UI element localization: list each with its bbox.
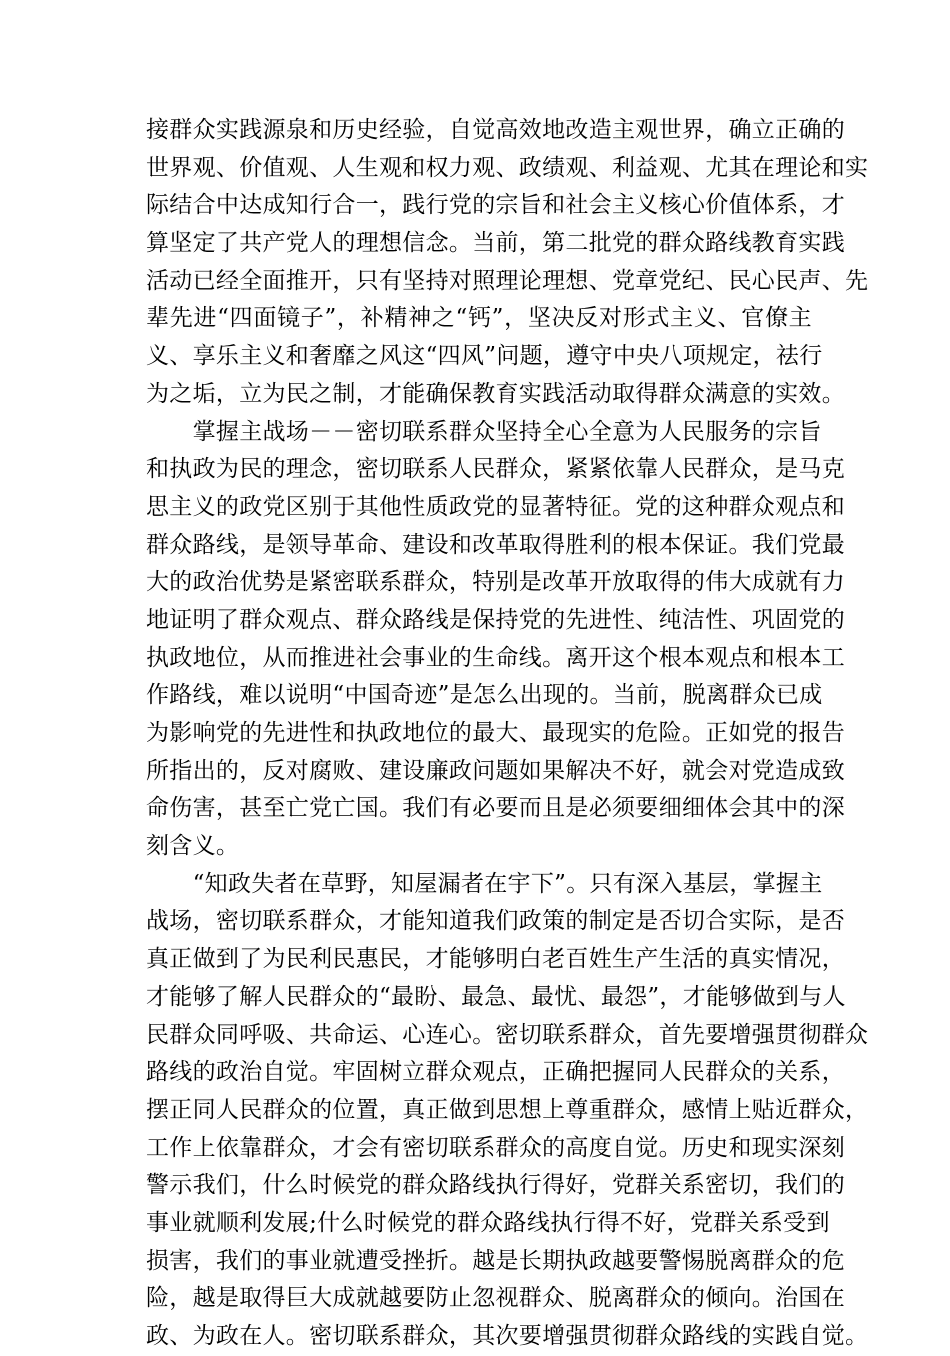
text-line: 路线的政治自觉。牢固树立群众观点，正确把握同人民群众的关系， [146, 1059, 845, 1086]
text-line: 战场，密切联系群众，才能知道我们政策的制定是否切合实际，是否 [146, 908, 845, 935]
text-line: 所指出的，反对腐败、建设廉政问题如果解决不好，就会对党造成致 [146, 757, 845, 784]
text-line: 群众路线，是领导革命、建设和改革取得胜利的根本保证。我们党最 [146, 531, 845, 558]
text-line: 政、为政在人。密切联系群众，其次要增强贯彻群众路线的实践自觉。 [146, 1323, 869, 1349]
text-line: 义、享乐主义和奢靡之风这“四风”问题，遵守中央八项规定，祛行 [146, 343, 823, 370]
text-line: 刻含义。 [146, 833, 240, 860]
paragraph-2 [146, 414, 845, 866]
text-line: 思主义的政党区别于其他性质政党的显著特征。党的这种群众观点和 [146, 493, 845, 520]
text-line: 作路线，难以说明“中国奇迹”是怎么出现的。当前，脱离群众已成 [146, 682, 823, 709]
paragraph-1 [146, 112, 869, 414]
text-line: 为影响党的先进性和执政地位的最大、最现实的危险。正如党的报告 [146, 720, 845, 746]
text-line: 为之垢，立为民之制，才能确保教育实践活动取得群众满意的实效。 [146, 380, 845, 407]
paragraph-3 [146, 866, 869, 1356]
text-line: 摆正同人民群众的位置，真正做到思想上尊重群众，感情上贴近群众， [146, 1096, 869, 1123]
text-line: 掌握主战场－－密切联系群众坚持全心全意为人民服务的宗旨 [146, 418, 822, 445]
text-line: 命伤害，甚至亡党亡国。我们有必要而且是必须要细细体会其中的深 [146, 795, 845, 822]
text-line: 世界观、价值观、人生观和权力观、政绩观、利益观、尤其在理论和实 [146, 154, 869, 181]
text-line: 活动已经全面推开，只有坚持对照理论理想、党章党纪、民心民声、先 [146, 267, 869, 294]
text-line: 警示我们，什么时候党的群众路线执行得好，党群关系密切，我们的 [146, 1172, 845, 1199]
text-line: 地证明了群众观点、群众路线是保持党的先进性、纯洁性、巩固党的 [146, 606, 845, 633]
document-page [146, 112, 869, 1356]
text-line: 险，越是取得巨大成就越要防止忽视群众、脱离群众的倾向。治国在 [146, 1285, 845, 1312]
text-line: 和执政为民的理念，密切联系人民群众，紧紧依靠人民群众，是马克 [146, 456, 845, 483]
text-line: 真正做到了为民利民惠民，才能够明白老百姓生产生活的真实情况， [146, 946, 845, 973]
text-line: 事业就顺利发展;什么时候党的群众路线执行得不好，党群关系受到 [146, 1209, 830, 1236]
text-line: 民群众同呼吸、共命运、心连心。密切联系群众，首先要增强贯彻群众 [146, 1021, 869, 1048]
text-line: “知政失者在草野，知屋漏者在宇下”。只有深入基层，掌握主 [146, 870, 823, 897]
text-line: 辈先进“四面镜子”，补精神之“钙”，坚决反对形式主义、官僚主 [146, 305, 812, 332]
text-line: 执政地位，从而推进社会事业的生命线。离开这个根本观点和根本工 [146, 644, 845, 671]
text-line: 大的政治优势是紧密联系群众，特别是改革开放取得的伟大成就有力 [146, 569, 845, 596]
text-line: 接群众实践源泉和历史经验，自觉高效地改造主观世界，确立正确的 [146, 117, 845, 143]
text-line: 算坚定了共产党人的理想信念。当前，第二批党的群众路线教育实践 [146, 230, 845, 257]
text-line: 才能够了解人民群众的“最盼、最急、最忧、最怨”，才能够做到与人 [146, 983, 846, 1010]
text-line: 损害，我们的事业就遭受挫折。越是长期执政越要警惕脱离群众的危 [146, 1247, 845, 1274]
text-line: 际结合中达成知行合一，践行党的宗旨和社会主义核心价值体系，才 [146, 192, 845, 219]
text-line: 工作上依靠群众，才会有密切联系群众的高度自觉。历史和现实深刻 [146, 1134, 845, 1161]
